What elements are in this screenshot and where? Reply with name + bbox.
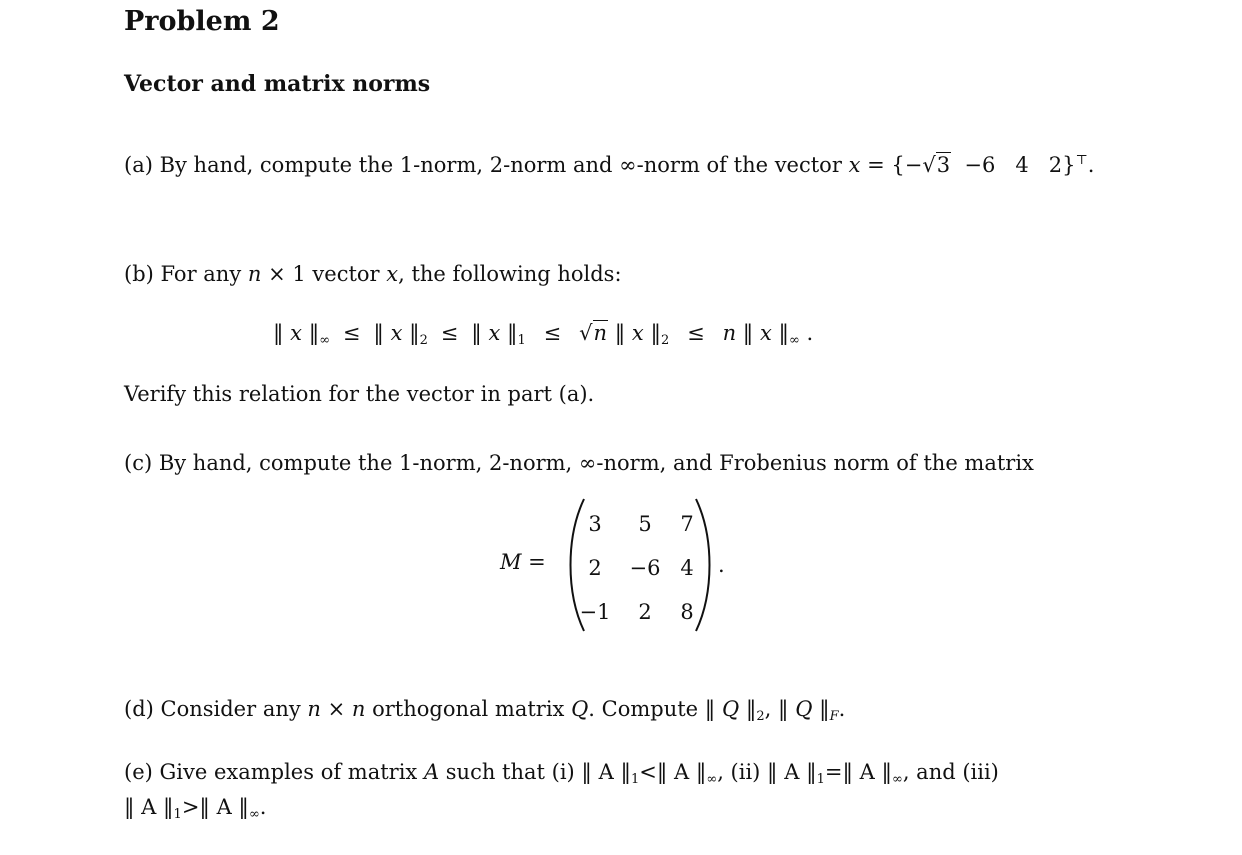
part-d-compute: . Compute ‖ — [588, 697, 722, 721]
norm-inequality — [273, 321, 813, 348]
matrix-cell-r3c2: 2 — [638, 600, 652, 624]
part-d-sub2: 2 — [756, 709, 765, 724]
matrix-cell-r1c1: 3 — [588, 512, 602, 536]
part-d-subF: F — [829, 709, 839, 724]
part-e-eq: =‖ A ‖ — [824, 760, 892, 784]
part-e-s4: ∞ — [891, 772, 903, 787]
ineq-term-2: ‖ x ‖ — [373, 321, 420, 345]
ineq-term-5: n ‖ x ‖ — [722, 321, 790, 345]
part-a-vector-rest: −6 4 2} — [951, 153, 1076, 177]
ineq-rel-1: ≤ — [342, 321, 361, 345]
part-e-A: A — [423, 760, 440, 784]
part-d-prefix: (d) Consider any — [124, 697, 301, 721]
part-a-var: x — [848, 153, 861, 177]
matrix-cell-r1c2: 5 — [638, 512, 652, 536]
part-d-n1: n — [307, 697, 321, 721]
ineq-end: . — [806, 321, 814, 345]
part-e-iii-a: ‖ A ‖ — [124, 795, 174, 819]
ineq-term-3: ‖ x ‖ — [471, 321, 518, 345]
part-e-end: . — [259, 795, 267, 819]
part-e-lt: <‖ A ‖ — [639, 760, 707, 784]
part-c: (c) By hand, compute the 1-norm, 2-norm, ∞-norm, and Frobenius norm of the matrix — [124, 451, 1034, 475]
part-b-n: n — [247, 262, 262, 286]
part-e-s5: 1 — [173, 807, 182, 822]
matrix-end: . — [718, 553, 725, 577]
part-d-normF: ‖ — [812, 697, 830, 721]
page-title: Problem 2 — [124, 6, 280, 37]
part-e-gt: >‖ A ‖ — [181, 795, 249, 819]
matrix-cell-r2c3: 4 — [680, 556, 694, 580]
right-paren — [690, 497, 716, 633]
matrix-cell-r3c3: 8 — [680, 600, 694, 624]
part-e-s2: ∞ — [706, 772, 718, 787]
section-subtitle: Vector and matrix norms — [124, 71, 431, 97]
part-a — [124, 153, 1094, 177]
part-a-end: . — [1087, 153, 1095, 177]
ineq-sub-3: 1 — [517, 333, 526, 348]
ineq-sub-2: 2 — [419, 333, 428, 348]
ineq-sub-1: ∞ — [319, 333, 331, 348]
part-b-prefix: (b) For any — [124, 262, 242, 286]
transpose-symbol: ⊤ — [1075, 153, 1088, 168]
part-e-ii: , (ii) ‖ A ‖ — [717, 760, 817, 784]
matrix-cell-r3c1: −1 — [579, 600, 611, 624]
matrix-cell-r2c1: 2 — [588, 556, 602, 580]
part-e-line-1 — [124, 760, 999, 787]
ineq-rel-2: ≤ — [440, 321, 459, 345]
sqrt-n: √n — [579, 321, 608, 345]
part-e-i: such that (i) ‖ A ‖ — [439, 760, 631, 784]
part-d-Q2: Q — [721, 697, 740, 721]
part-d-times: × — [320, 697, 352, 721]
ineq-sub-4: 2 — [660, 333, 670, 348]
part-e-s1: 1 — [630, 772, 640, 787]
part-d-n2: n — [351, 697, 366, 721]
part-d-end: . — [838, 697, 846, 721]
part-b — [124, 262, 622, 286]
part-e-and: , and (iii) — [902, 760, 999, 784]
ineq-term-4: ‖ x ‖ — [614, 321, 661, 345]
part-b-x: x — [386, 262, 399, 286]
part-b-verify: Verify this relation for the vector in part (a). — [124, 382, 595, 406]
ineq-rel-3: ≤ — [543, 321, 562, 345]
ineq-term-1: ‖ x ‖ — [273, 321, 320, 345]
part-a-eq: = {− — [860, 153, 923, 177]
part-e-s3: 1 — [816, 772, 825, 787]
part-b-times: × 1 vector — [261, 262, 387, 286]
part-d-norm2: ‖ — [739, 697, 757, 721]
part-b-suffix: , the following holds: — [398, 262, 622, 286]
ineq-sub-5: ∞ — [789, 333, 800, 348]
matrix-cell-r2c2: −6 — [629, 556, 661, 580]
part-d-sep: , ‖ — [764, 697, 796, 721]
part-e-line-2 — [124, 795, 266, 822]
part-d-mid: orthogonal matrix — [365, 697, 572, 721]
sqrt-three: √3 — [922, 153, 951, 177]
part-d-Q3: Q — [795, 697, 813, 721]
matrix-cell-r1c3: 7 — [680, 512, 694, 536]
part-d — [124, 697, 845, 724]
part-e-s6: ∞ — [248, 807, 260, 822]
part-e-prefix: (e) Give examples of matrix — [124, 760, 424, 784]
matrix-label: M = — [500, 550, 546, 574]
part-a-prefix: (a) By hand, compute the 1-norm, 2-norm and ∞-norm of the vector — [124, 153, 842, 177]
ineq-rel-4: ≤ — [687, 321, 705, 345]
part-d-Q: Q — [571, 697, 589, 721]
matrix-equation — [500, 497, 740, 637]
